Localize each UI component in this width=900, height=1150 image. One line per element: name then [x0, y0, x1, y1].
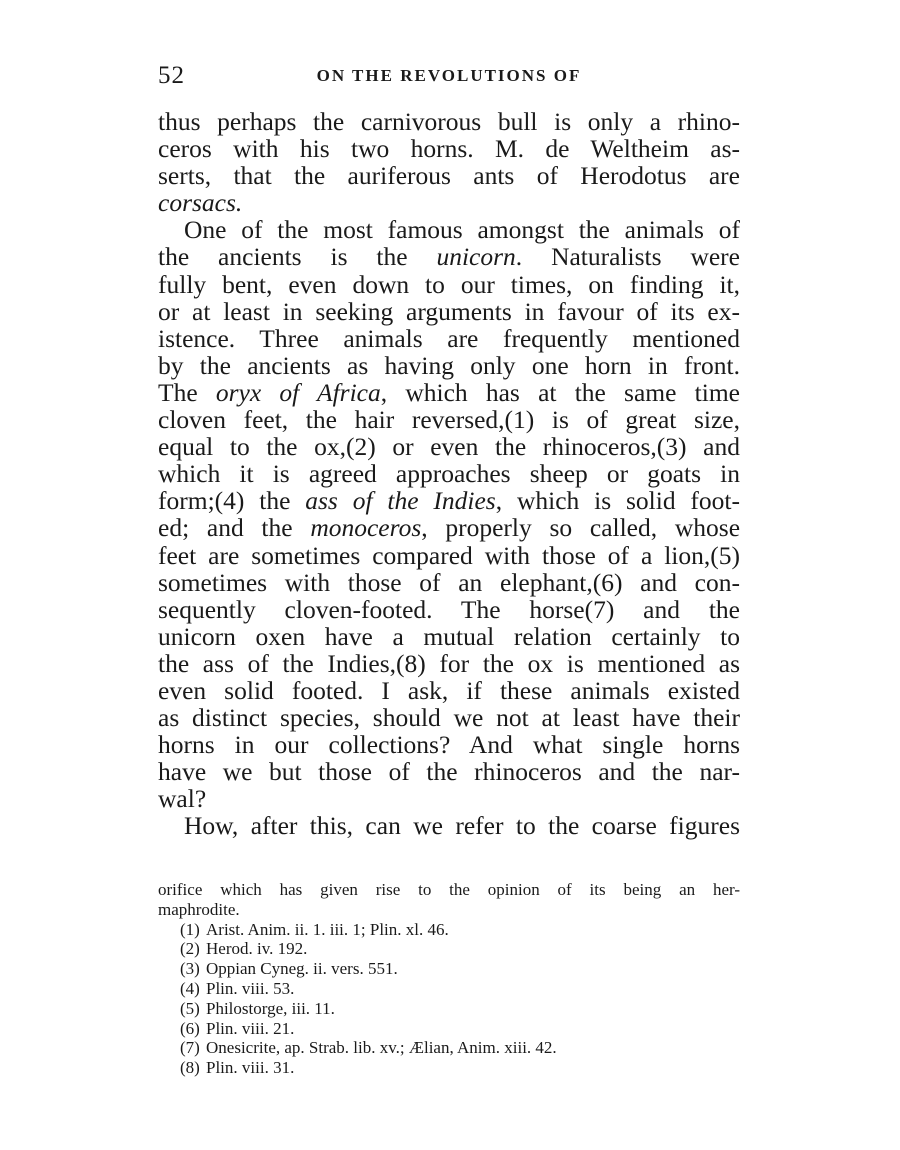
footnote	[158, 979, 740, 999]
footnote-number: (4)	[180, 978, 200, 998]
body-line: thus perhaps the carnivorous bull is only a rhino-	[158, 107, 740, 136]
footnote-number: (2)	[180, 939, 200, 959]
italic-term: ass of the Indies	[305, 486, 496, 516]
body-line: have we but those of the rhinoceros and the nar-	[158, 757, 740, 787]
body-line: the ancients is the unicorn. Naturalists were	[158, 242, 740, 272]
body-line: How, after this, can we refer to the coarse figures	[184, 811, 740, 841]
body-line: form;(4) the ass of the Indies, which is solid foot-	[158, 486, 740, 516]
footnote-number: (1)	[180, 919, 200, 939]
italic-term: unicorn	[436, 242, 516, 272]
footnote-text: Plin. viii. 31.	[206, 1058, 295, 1078]
footnote	[158, 999, 740, 1019]
body-line: as distinct species, should we not at least have their	[158, 703, 740, 733]
body-line: equal to the ox,(2) or even the rhinoceros,(3) and	[158, 432, 740, 462]
footnote-number: (7)	[180, 1038, 200, 1058]
body-line: sometimes with those of an elephant,(6) and con-	[158, 567, 740, 597]
body-line: istence. Three animals are frequently mentioned	[158, 323, 740, 353]
body-line: feet are sometimes compared with those of a lion,(5)	[158, 540, 740, 570]
running-title: ON THE REVOLUTIONS OF	[316, 66, 582, 85]
body-line: cloven feet, the hair reversed,(1) is of great size,	[158, 405, 740, 435]
footnote-text: Plin. viii. 21.	[206, 1018, 295, 1038]
footnote	[158, 959, 740, 979]
footnote	[158, 939, 740, 959]
footnotes	[158, 880, 740, 1078]
footnote	[158, 1038, 740, 1058]
body-line: unicorn oxen have a mutual relation certainly to	[158, 621, 740, 651]
footnote-text: Arist. Anim. ii. 1. iii. 1; Plin. xl. 46.	[206, 919, 449, 939]
body-line: by the ancients as having only one horn in front.	[158, 350, 740, 380]
footnote-text: Plin. viii. 53.	[206, 978, 295, 998]
footnote-number: (8)	[180, 1058, 200, 1078]
footnote-continuation-line: maphrodite.	[158, 899, 240, 919]
body-line: or at least in seeking arguments in favour of its ex-	[158, 296, 740, 326]
body-line: The oryx of Africa, which has at the same time	[158, 377, 740, 407]
body-line: which it is agreed approaches sheep or goats in	[158, 459, 740, 489]
footnote-continuation-line: orifice which has given rise to the opinion of its being an her-	[158, 880, 740, 899]
body-line: One of the most famous amongst the animals of	[184, 215, 740, 245]
footnote-text: Oppian Cyneg. ii. vers. 551.	[206, 959, 398, 979]
footnote-text: Herod. iv. 192.	[206, 939, 308, 959]
body-line: ed; and the monoceros, properly so called, whose	[158, 513, 741, 543]
footnote-text: Philostorge, iii. 11.	[206, 998, 335, 1018]
footnote	[158, 1058, 740, 1078]
body-line: ceros with his two horns. M. de Weltheim as-	[158, 134, 740, 164]
body-line: fully bent, even down to our times, on finding it,	[158, 269, 740, 299]
body-line: even solid footed. I ask, if these animals existed	[158, 675, 740, 705]
body-line: corsacs.	[158, 188, 243, 218]
footnote-number: (6)	[180, 1018, 200, 1038]
body-line: horns in our collections? And what single horns	[158, 730, 740, 760]
footnote-number: (5)	[180, 998, 200, 1018]
body-line: wal?	[158, 784, 207, 814]
body-line: the ass of the Indies,(8) for the ox is mentioned as	[158, 648, 740, 678]
italic-term: oryx of Africa	[215, 377, 381, 407]
footnote-number: (3)	[180, 959, 200, 979]
page-header	[158, 62, 740, 92]
footnote	[158, 920, 740, 940]
body-line: serts, that the auriferous ants of Herodotus are	[158, 161, 740, 191]
footnote-text: Onesicrite, ap. Strab. lib. xv.; Ælian, Anim. xiii. 42.	[206, 1038, 557, 1058]
page-number: 52	[158, 62, 185, 89]
footnote	[158, 1019, 740, 1039]
body-text	[158, 108, 740, 840]
italic-term: monoceros	[310, 513, 422, 543]
body-line: sequently cloven-footed. The horse(7) and the	[158, 594, 740, 624]
